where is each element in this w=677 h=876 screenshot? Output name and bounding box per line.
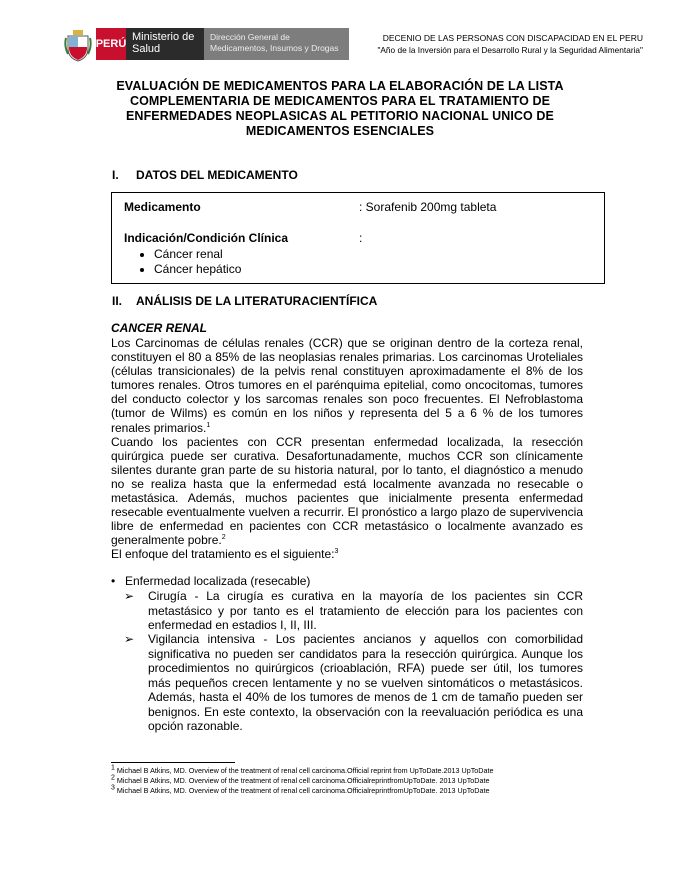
drug-data-box xyxy=(111,192,605,284)
bullet-text: Enfermedad localizada (resecable) xyxy=(125,574,311,588)
arrow-bullet-icon: ➢ xyxy=(124,632,135,646)
indicacion-label: Indicación/Condición Clínica xyxy=(124,231,289,245)
footnote-number: 3 xyxy=(111,784,115,792)
section-1-heading xyxy=(112,168,298,182)
section-2-number: II. xyxy=(112,294,123,308)
bullet-icon: • xyxy=(111,574,116,588)
footnote-text: Michael B Atkins, MD. Overview of the treatment of renal cell carcinoma.OfficialreprintfromUpToDate. 2013 UpToDate xyxy=(116,776,490,785)
brand-country: PERÚ xyxy=(96,28,126,60)
footnote-divider xyxy=(111,762,235,763)
sub-item-text: Cirugía - La cirugía es curativa en la mayoría de los pacientes sin CCR metastásico y por tanto es el tratamiento de elección para los pacientes con enfermedad en estadios I, II, III. xyxy=(148,589,583,632)
body-text xyxy=(111,336,583,562)
coat-of-arms-logo xyxy=(64,28,92,62)
sub-item-text: Vigilancia intensiva - Los pacientes ancianos y aquellos con comorbilidad significativa no pueden ser candidatos para la resección quirúrgica. Aunque los procedimientos no quirúrgicos (crioablación, RFA) puede ser útil, los tumores más pequeños crecen lentamente y no se vuelven sintomáticos o metastásicos. Además, hasta el 40% de los tumores de menos de 1 cm de tamaño pueden ser benignos. En este contexto, la observación con la reevaluación periódica es una opción razonable. xyxy=(148,632,583,733)
brand-direction: Dirección General de Medicamentos, Insumos y Drogas xyxy=(204,28,349,60)
sub-item-vigilancia xyxy=(124,632,583,734)
section-1-number: I. xyxy=(112,168,119,182)
decenio-text: DECENIO DE LAS PERSONAS CON DISCAPACIDAD EN EL PERU xyxy=(382,33,643,43)
brand-ministry: Ministerio de Salud xyxy=(126,28,204,60)
arrow-bullet-icon: ➢ xyxy=(124,589,135,603)
footnote-ref: 2 xyxy=(221,534,226,542)
paragraph-3-text: El enfoque del tratamiento es el siguiente: xyxy=(111,547,335,562)
section-2-heading xyxy=(112,294,377,308)
footnote-number: 2 xyxy=(111,774,115,782)
list-item: • Cáncer hepático xyxy=(154,262,241,277)
list-item: • Cáncer renal xyxy=(154,247,241,262)
medicamento-value: : Sorafenib 200mg tableta xyxy=(359,200,497,214)
paragraph-3 xyxy=(111,547,583,561)
footnote-text: Michael B Atkins, MD. Overview of the treatment of renal cell carcinoma.OfficialreprintfromUpToDate. 2013 UpToDate xyxy=(116,786,490,795)
document-title: EVALUACIÓN DE MEDICAMENTOS PARA LA ELABORACIÓN DE LA LISTA COMPLEMENTARIA DE MEDICAMENTOS PARA EL TRATAMIENTO DE ENFERMEDADES NEOPLASICAS AL PETITORIO NACIONAL UNICO DE MEDICAMENTOS ESENCIALES xyxy=(116,79,564,138)
paragraph-1-text: Los Carcinomas de células renales (CCR) que se originan dentro de la corteza renal, constituyen el 80 a 85% de las neoplasias renales primarias. Los carcinomas Uroteliales (células transicionales) de la pelvis renal constituyen aproximadamente el 8% de los tumores renales. Otros tumores en el parénquima epitelial, como oncocitomas, tumores del conducto colector y los sarcomas renales son poco frecuentes. El Nefroblastoma (tumor de Wilms) es común en los niños y representa del 5 a 6 % de los tumores renales primarios. xyxy=(111,336,583,435)
medicamento-label: Medicamento xyxy=(124,200,201,214)
sub-item-cirugia xyxy=(124,589,583,633)
footnote-2 xyxy=(111,776,489,785)
footnote-number: 1 xyxy=(111,764,115,772)
bullet-item xyxy=(111,574,310,588)
footnote-text: Michael B Atkins, MD. Overview of the treatment of renal cell carcinoma.Official reprint from UpToDate.2013 UpToDate xyxy=(116,766,494,775)
ministry-brand xyxy=(96,28,349,60)
footnote-1 xyxy=(111,766,493,775)
indication-list xyxy=(132,247,241,277)
section-2-title: ANÁLISIS DE LA LITERATURACIENTÍFICA xyxy=(136,294,378,308)
section-1-title: DATOS DEL MEDICAMENTO xyxy=(136,168,298,182)
paragraph-2 xyxy=(111,435,583,548)
footnote-ref: 1 xyxy=(206,421,211,429)
footnote-ref: 3 xyxy=(334,548,339,556)
year-motto: "Año de la Inversión para el Desarrollo Rural y la Seguridad Alimentaria" xyxy=(377,45,643,55)
paragraph-2-text: Cuando los pacientes con CCR presentan enfermedad localizada, la resección quirúrgica puede ser curativa. Desafortunadamente, muchos CCR son clínicamente silentes durante gran parte de su historia natural, por lo tanto, el diagnóstico a menudo no se realiza hasta que la enfermedad está localmente avanzada no resecable o metastásica. Además, muchos pacientes que inicialmente presenta enfermedad resecable eventualmente vuelven a recurrir. El pronóstico a largo plazo de supervivencia libre de enfermedad en pacientes con CCR metastásico o localmente avanzado es generalmente pobre. xyxy=(111,434,583,548)
header-decenio xyxy=(377,32,643,56)
subsection-title: CANCER RENAL xyxy=(111,321,207,335)
footnote-3 xyxy=(111,786,489,795)
indicacion-colon: : xyxy=(359,231,363,245)
paragraph-1 xyxy=(111,336,583,435)
